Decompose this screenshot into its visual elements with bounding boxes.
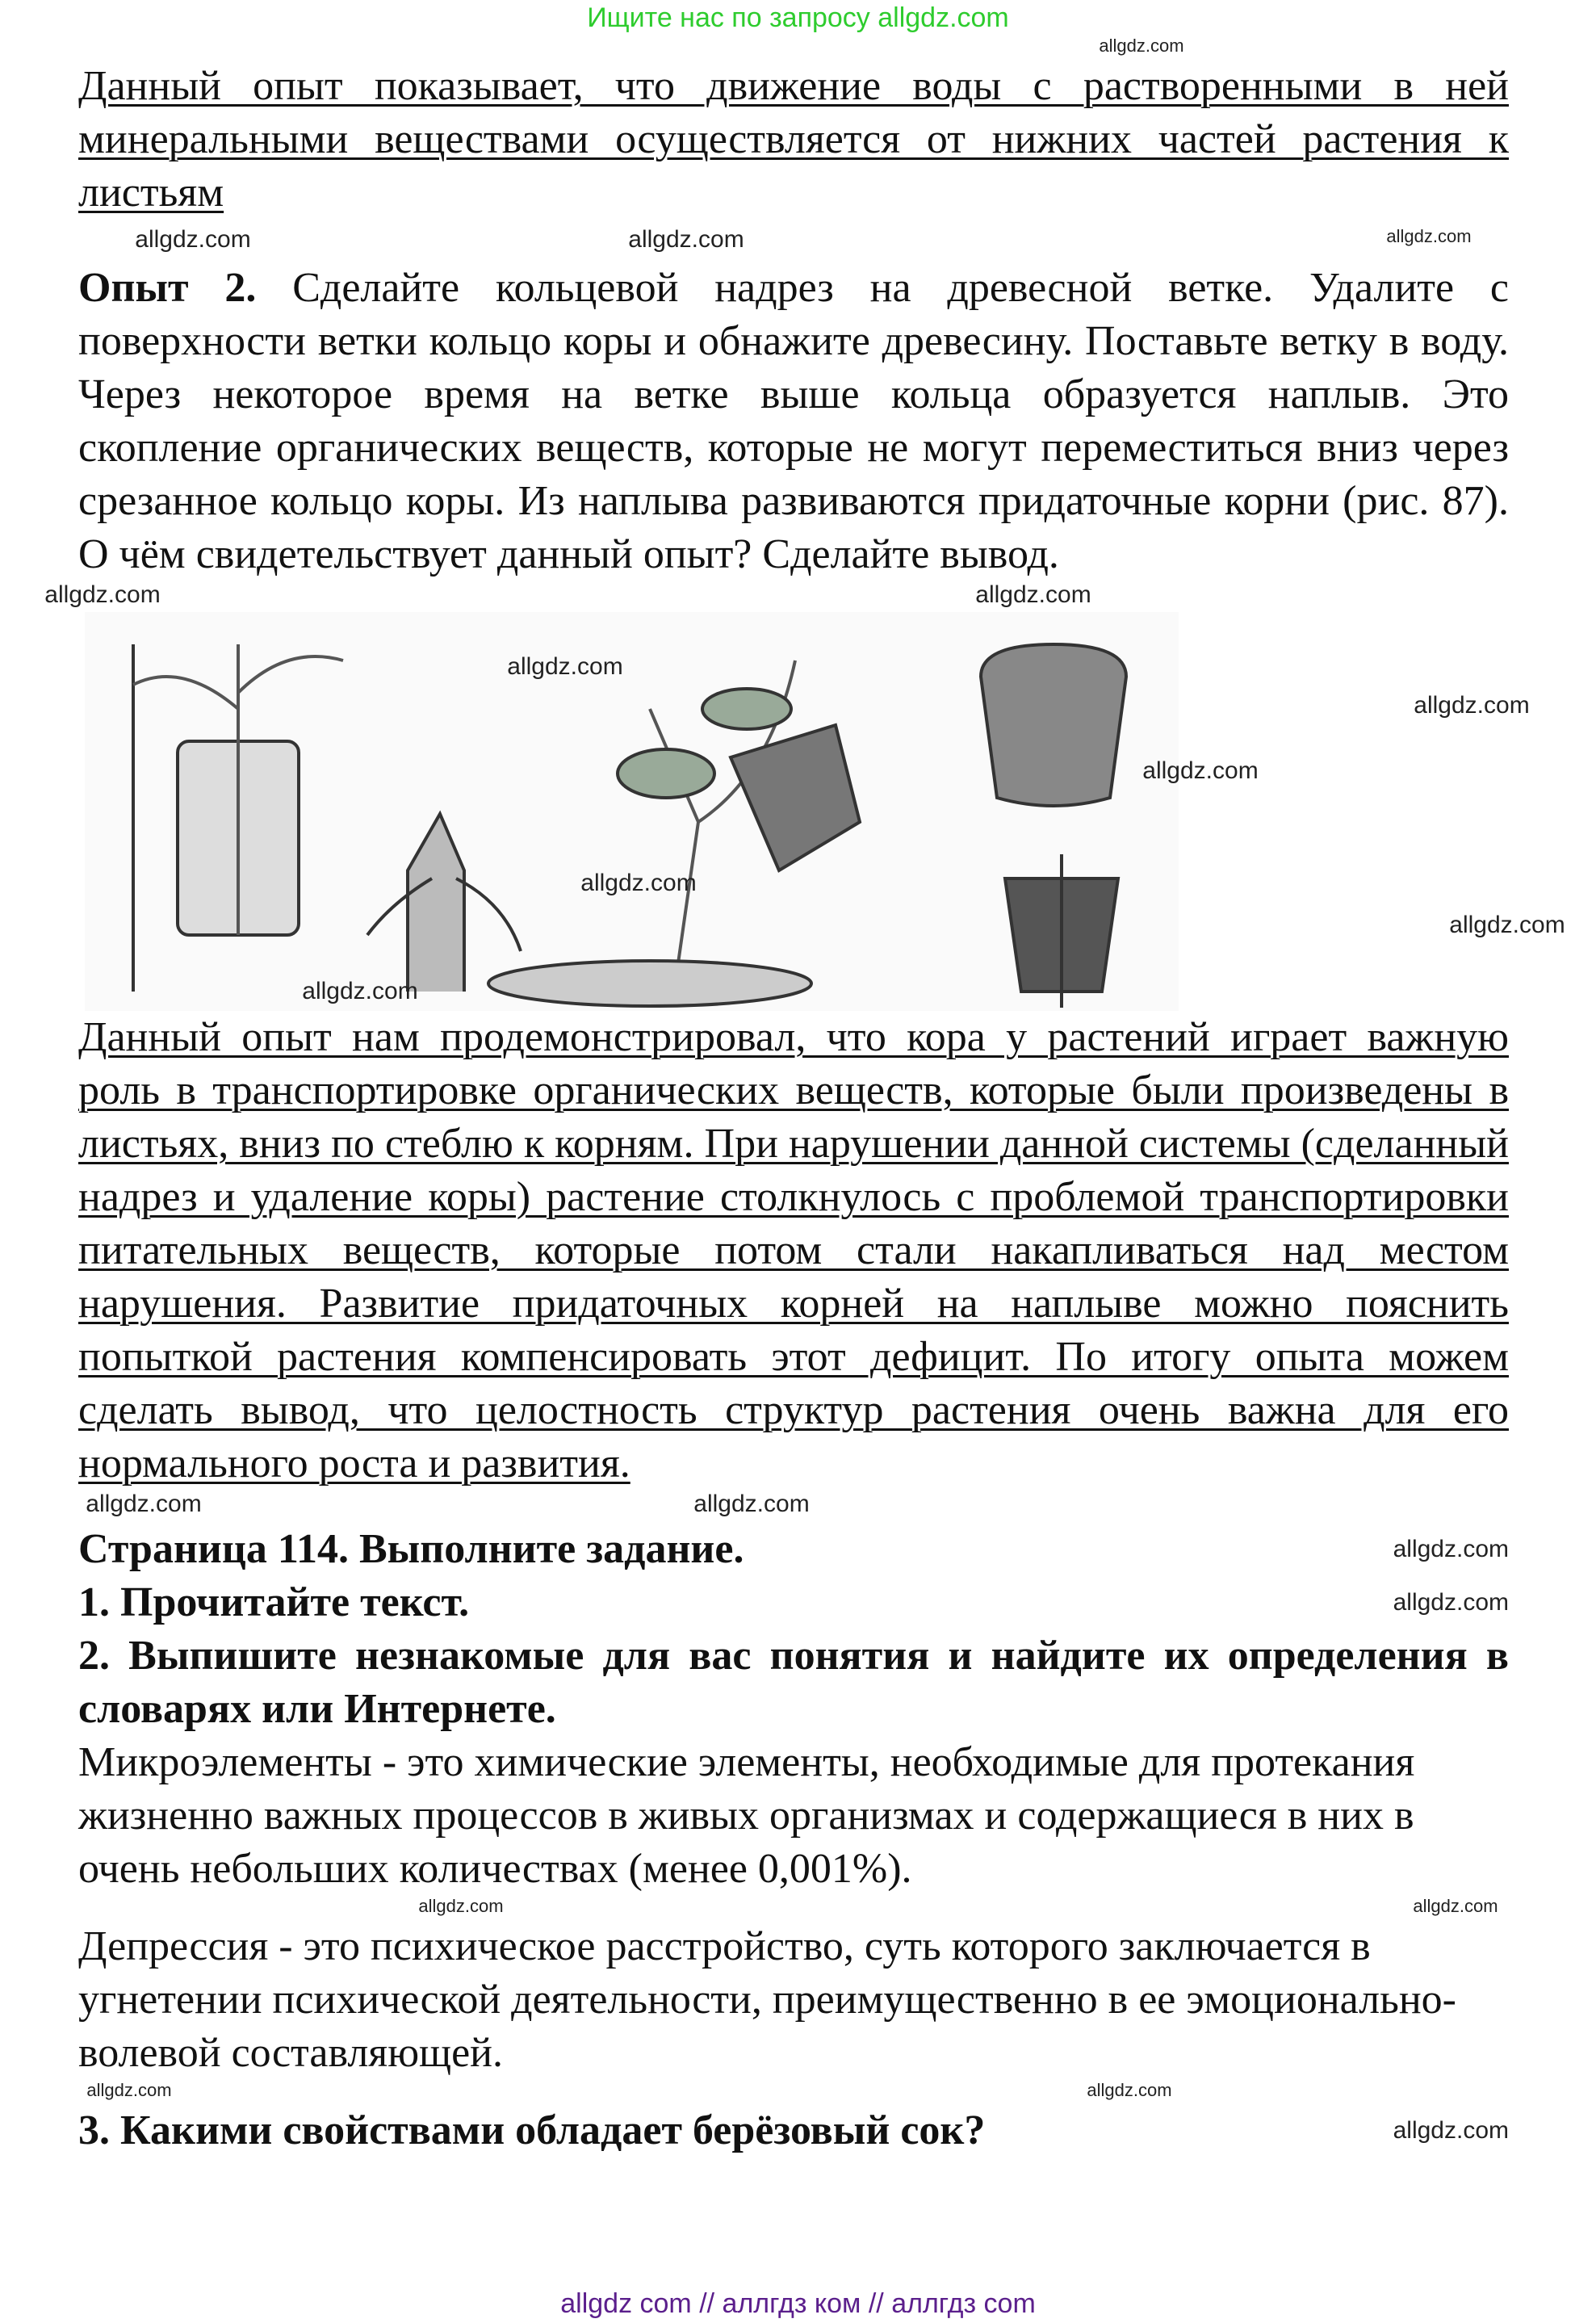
watermark: allgdz.com (1142, 757, 1259, 784)
watermark: allgdz.com (418, 1896, 504, 1916)
task-question-1-row (78, 1576, 1509, 1629)
watermark: allgdz.com (1393, 1536, 1509, 1562)
task-question-3-row (78, 2104, 1509, 2157)
footer-links[interactable]: allgdz com // аллгдз ком // аллгдз com (560, 2288, 1036, 2319)
watermark: allgdz.com (1414, 692, 1530, 719)
definition-microelements: Микроэлементы - это химические элементы, необходимые для протекания жизненно важных процессов в живых организмах и содержащиеся в них в очень небольших количествах (менее 0,001%). (78, 1739, 1415, 1892)
watermark: allgdz.com (1413, 1896, 1498, 1916)
watermark: allgdz.com (1386, 226, 1472, 246)
watermark: allgdz.com (628, 226, 744, 253)
watermark: allgdz.com (86, 1491, 202, 1517)
experiment-2-label: Опыт 2. (78, 265, 257, 311)
watermark: allgdz.com (1393, 1589, 1509, 1616)
watermark: allgdz.com (1393, 2117, 1509, 2144)
watermark-row (0, 1896, 1596, 1920)
watermark: allgdz.com (1099, 36, 1184, 56)
watermark: allgdz.com (1087, 2080, 1172, 2100)
watermark: allgdz.com (507, 653, 623, 680)
watermark-row (0, 581, 1596, 612)
answer-paragraph-1: Данный опыт показывает, что движение воды с растворенными в ней минеральными веществами осуществляется от нижних частей растения к листьям (78, 63, 1509, 216)
watermark: allgdz.com (1449, 912, 1565, 938)
answer-paragraph-2: Данный опыт нам продемонстрировал, что кора у растений играет важную роль в транспортировке органических веществ, которые были произведены в листьях, вниз по стеблю к корням. При нарушении данной системы (сделанный надрез и удаление коры) растение столкнулось с проблемой транспортировки питательных веществ, которые потом стали накапливаться над местом нарушения. Развитие придаточных корней на наплыве можно пояснить попыткой растения компенсировать этот дефицит. По итогу опыта можем сделать вывод, что целостность структур растения очень важна для его нормального роста и развития. (78, 1014, 1509, 1486)
watermark: allgdz.com (693, 1491, 810, 1517)
watermark: allgdz.com (975, 581, 1091, 608)
figure-area (0, 612, 1596, 1011)
task-title: Страница 114. Выполните задание. (78, 1526, 744, 1572)
task-question-2: 2. Выпишите незнакомые для вас понятия и найдите их определения в словарях или Интернете. (78, 1633, 1509, 1732)
watermark: allgdz.com (580, 870, 697, 896)
definition-depression: Депрессия - это психическое расстройство, суть которого заключается в угнетении психической деятельности, преимущественно в ее эмоционально-волевой составляющей. (78, 1923, 1456, 2076)
watermark: allgdz.com (44, 581, 161, 608)
watermark: allgdz.com (302, 978, 418, 1004)
experiment-2-text (78, 262, 1509, 581)
watermark-row (0, 2080, 1596, 2104)
task-question-3: 3. Какими свойствами обладает берёзовый сок? (78, 2107, 986, 2153)
figure-87-plant-experiment (85, 612, 1179, 1011)
task-title-row (78, 1523, 1509, 1576)
watermark: allgdz.com (135, 226, 251, 253)
watermark-row (0, 36, 1596, 60)
watermark-row (0, 1491, 1596, 1523)
search-banner[interactable]: Ищите нас по запросу allgdz.com (587, 2, 1009, 33)
watermark: allgdz.com (86, 2080, 172, 2100)
watermark-row (0, 226, 1596, 262)
experiment-2-body: Сделайте кольцевой надрез на древесной ветке. Удалите с поверхности ветки кольцо коры и обнажите древесину. Поставьте ветку в воду. Через некоторое время на ветке выше кольца образуется наплыв. Это скопление органических веществ, которые не могут переместиться вниз через срезанное кольцо коры. Из наплыва развиваются придаточные корни (рис. 87). О чём свидетельствует данный опыт? Сделайте вывод. (78, 265, 1509, 577)
plant-illustration (85, 612, 1179, 1011)
task-question-1: 1. Прочитайте текст. (78, 1579, 470, 1625)
